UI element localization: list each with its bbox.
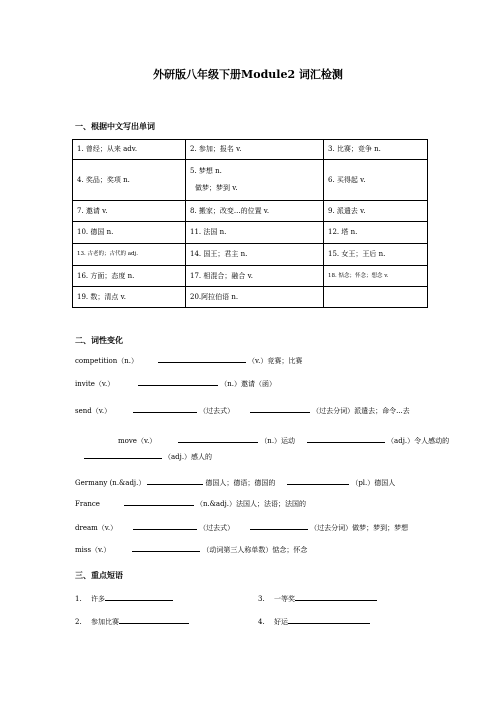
form-line-miss — [75, 544, 307, 555]
phrase-number: 3. — [258, 595, 265, 603]
section-heading-3: 三、重点短语 — [75, 570, 123, 580]
table-cell-multiline — [186, 160, 324, 201]
answer-blank[interactable] — [138, 378, 218, 386]
table-cell: 12. 塔 n. — [324, 222, 428, 244]
table-cell: 2. 参加；报名 v. — [186, 140, 324, 160]
phrase-number: 2. — [75, 618, 82, 626]
form-line-send — [75, 405, 410, 416]
form-word: France — [75, 500, 100, 508]
table-cell: 11. 法国 n. — [186, 222, 324, 244]
answer-blank[interactable] — [295, 593, 377, 601]
form-gloss: （adj.）感人的 — [164, 453, 213, 461]
table-cell: 20.阿拉伯语 n. — [186, 287, 324, 308]
answer-blank[interactable] — [288, 616, 370, 624]
form-gloss: （过去分词）派遣去；命令...去 — [312, 407, 410, 415]
phrase-item — [258, 616, 370, 627]
table-cell: 13. 古老的；古代的 adj. — [73, 244, 186, 266]
answer-blank[interactable] — [124, 498, 194, 506]
answer-blank[interactable] — [287, 477, 349, 485]
answer-blank[interactable] — [132, 544, 200, 552]
answer-blank[interactable] — [158, 355, 246, 363]
table-cell: 15. 女王；王后 n. — [324, 244, 428, 266]
phrase-item — [75, 616, 189, 627]
form-line-move-2 — [82, 451, 212, 462]
answer-blank[interactable] — [250, 522, 308, 530]
form-line-france — [75, 498, 306, 509]
answer-blank[interactable] — [119, 616, 189, 624]
table-cell: 10. 德国 n. — [73, 222, 186, 244]
table-cell: 19. 数；清点 v. — [73, 287, 186, 308]
vocab-table — [72, 139, 428, 308]
answer-blank[interactable] — [250, 405, 310, 413]
table-cell: 14. 国王；君主 n. — [186, 244, 324, 266]
table-cell: 8. 搬家；改变...的位置 v. — [186, 201, 324, 222]
answer-blank[interactable] — [133, 522, 197, 530]
table-cell: 17. 相混合；融合 v. — [186, 266, 324, 287]
table-cell: 16. 方面；态度 n. — [73, 266, 186, 287]
table-cell: 7. 邀请 v. — [73, 201, 186, 222]
answer-blank[interactable] — [105, 593, 173, 601]
form-gloss: （pl.）德国人 — [351, 479, 396, 487]
form-word: invite（v.） — [75, 380, 115, 388]
form-gloss: （动词第三人称单数）惦念；怀念 — [202, 546, 308, 554]
table-cell: 18. 惦念；怀念；想念 v. — [324, 266, 428, 287]
form-word: dream（v.） — [75, 524, 118, 532]
phrase-text: 好运 — [274, 618, 288, 626]
form-gloss: （过去式） — [199, 524, 235, 532]
form-gloss: （adj.）令人感动的 — [387, 437, 450, 445]
form-word: move（v.） — [118, 437, 157, 445]
form-line-germany — [75, 477, 395, 488]
form-line-invite — [75, 378, 276, 389]
phrase-item — [75, 593, 173, 604]
form-line-competition — [75, 355, 302, 366]
form-line-move — [118, 435, 449, 446]
phrase-text: 参加比赛 — [91, 618, 119, 626]
table-cell: 1. 曾经；从来 adv. — [73, 140, 186, 160]
phrase-text: 许多 — [91, 595, 105, 603]
form-gloss: （v.）竞赛；比赛 — [247, 357, 303, 365]
form-gloss: （过去式） — [199, 407, 235, 415]
table-cell: 3. 比赛；竞争 n. — [324, 140, 428, 160]
form-word: send（v.） — [75, 407, 112, 415]
table-cell: 6. 买得起 v. — [324, 160, 428, 201]
form-gloss: （n.）邀请（函） — [220, 380, 276, 388]
form-gloss: （n.&adj.）法国人；法语；法国的 — [195, 500, 306, 508]
form-word: miss（v.） — [75, 546, 111, 554]
phrase-text: 一等奖 — [274, 595, 295, 603]
phrase-number: 1. — [75, 595, 82, 603]
table-cell — [324, 287, 428, 308]
form-gloss: （过去分词）做梦；梦到；梦想 — [310, 524, 409, 532]
answer-blank[interactable] — [307, 435, 385, 443]
table-cell: 9. 派遣去 v. — [324, 201, 428, 222]
form-gloss: 德国人；德语；德国的 — [205, 479, 276, 487]
form-word: competition（n.） — [75, 357, 138, 365]
answer-blank[interactable] — [133, 405, 197, 413]
section-heading-1: 一、根据中文写出单词 — [75, 121, 155, 131]
answer-blank[interactable] — [178, 435, 258, 443]
page-title: 外研版八年级下册Module2 词汇检测 — [153, 68, 343, 81]
table-cell-line: 做梦；梦到 v. — [195, 184, 238, 192]
section-heading-2: 二、词性变化 — [75, 335, 123, 345]
table-cell-line: 5. 梦想 n. — [190, 167, 222, 175]
answer-blank[interactable] — [147, 477, 203, 485]
phrase-number: 4. — [258, 618, 265, 626]
form-word: Germany (n.&adj.） — [75, 479, 146, 487]
phrase-item — [258, 593, 377, 604]
table-cell: 4. 奖品；奖项 n. — [73, 160, 186, 201]
form-line-dream — [75, 522, 408, 533]
form-gloss: （n.）运动 — [260, 437, 296, 445]
answer-blank[interactable] — [84, 451, 162, 459]
